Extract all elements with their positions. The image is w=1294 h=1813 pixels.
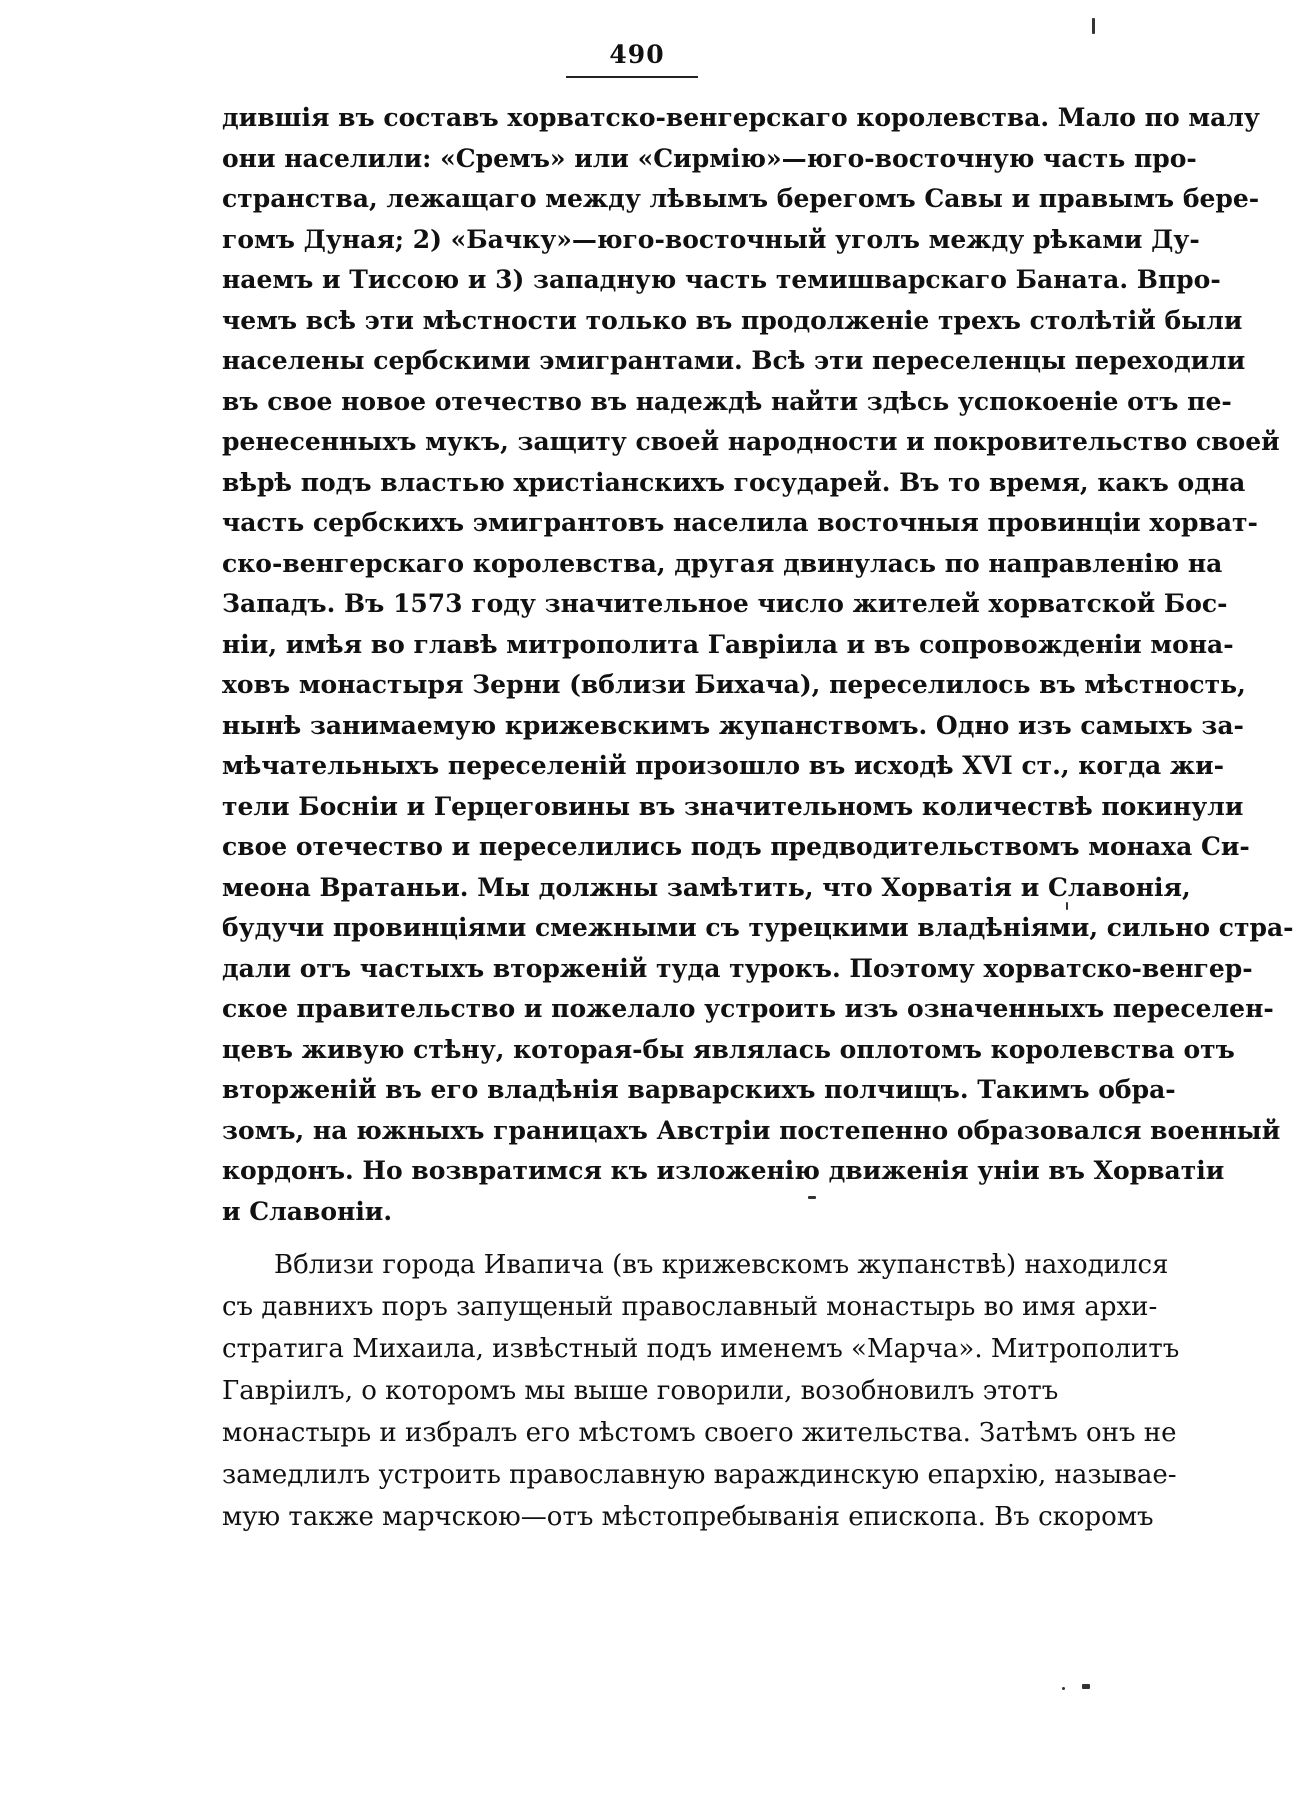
text-line: кордонъ. Но возвратимся къ изложенію движенія уніи въ Хорватіи [222,1156,1225,1185]
scan-speck [1066,902,1068,910]
text-line: населены сербскими эмигрантами. Всѣ эти переселенцы переходили [222,346,1246,375]
text-line: ніи, имѣя во главѣ митрополита Гавріила и въ сопровожденіи мона- [222,629,1234,659]
text-line: Гавріилъ, о которомъ мы выше говорили, возобновилъ этотъ [222,1376,1059,1406]
scan-speck [1062,1687,1065,1690]
text-line: дали отъ частыхъ вторженій туда турокъ. Поэтому хорватско-венгер- [222,953,1253,983]
text-line: монастырь и избралъ его мѣстомъ своего жительства. Затѣмъ онъ не [222,1418,1177,1448]
page-number-rule [566,76,698,78]
paragraph-new [222,1244,1180,1538]
text-line: часть сербскихъ эмигрантовъ населила восточныя провинціи хорват- [222,508,1258,537]
text-line: замедлилъ устроить православную вараждинскую епархію, называе- [222,1460,1177,1490]
text-line: чемъ всѣ эти мѣстности только въ продолженіе трехъ столѣтій были [222,305,1243,335]
text-line: нынѣ занимаемую крижевскимъ жупанствомъ. Одно изъ самыхъ за- [222,710,1244,740]
text-line: меона Вратаньи. Мы должны замѣтить, что Хорватія и Славонія, [222,872,1191,902]
text-body [222,98,1294,1538]
text-line: Западъ. Въ 1573 году значительное число жителей хорватской Бос- [222,589,1228,618]
text-line: ско-венгерскаго королевства, другая двинулась по направленію на [222,548,1223,578]
paragraph-continuation [222,98,1294,1232]
text-line: цевъ живую стѣну, которая-бы являлась оплотомъ королевства отъ [222,1034,1235,1064]
scan-speck [808,1196,816,1199]
text-line: они населили: «Сремъ» или «Сирмію»—юго-восточную часть про- [222,143,1197,173]
text-line: наемъ и Тиссою и 3) западную часть темишварскаго Баната. Впро- [222,265,1221,294]
text-line: ское правительство и пожелало устроить изъ означенныхъ переселен- [222,994,1274,1023]
text-line: дившія въ составъ хорватско-венгерскаго королевства. Мало по малу [222,103,1260,132]
text-line: ховъ монастыря Зерни (вблизи Бихача), переселилось въ мѣстность, [222,670,1246,699]
text-line: Вблизи города Ивапича (въ крижевскомъ жупанствѣ) находился [274,1250,1169,1280]
text-line: въ свое новое отечество въ надеждѣ найти здѣсь успокоеніе отъ пе- [222,386,1232,416]
text-line: вторженій въ его владѣнія варварскихъ полчищъ. Такимъ обра- [222,1075,1176,1104]
text-line: и Славоніи. [222,1196,393,1226]
text-line: мую также марчскою—отъ мѣстопребыванія епископа. Въ скоромъ [222,1502,1154,1532]
text-line: вѣрѣ подъ властью христіанскихъ государей. Въ то время, какъ одна [222,467,1246,497]
scan-speck [1082,1684,1090,1689]
text-line: свое отечество и переселились подъ предводительствомъ монаха Си- [222,832,1250,861]
text-line: ренесенныхъ мукъ, защиту своей народности и покровительство своей [222,427,1280,456]
scan-speck [1092,18,1095,34]
text-line: зомъ, на южныхъ границахъ Австріи постепенно образовался военный [222,1115,1281,1145]
text-line: будучи провинціями смежными съ турецкими владѣніями, сильно стра- [222,913,1294,942]
text-line: мѣчательныхъ переселеній произошло въ исходѣ XVI ст., когда жи- [222,751,1225,780]
text-line: гомъ Дуная; 2) «Бачку»—юго-восточный уголъ между рѣками Ду- [222,224,1200,254]
text-line: стратига Михаила, извѣстный подъ именемъ «Марча». Митрополитъ [222,1334,1180,1364]
text-line: странства, лежащаго между лѣвымъ берегомъ Савы и правымъ бере- [222,184,1260,213]
text-line: тели Босніи и Герцеговины въ значительномъ количествѣ покинули [222,791,1244,821]
text-line: съ давнихъ поръ запущеный православный монастырь во имя архи- [222,1292,1158,1322]
page-number: 490 [609,40,665,69]
